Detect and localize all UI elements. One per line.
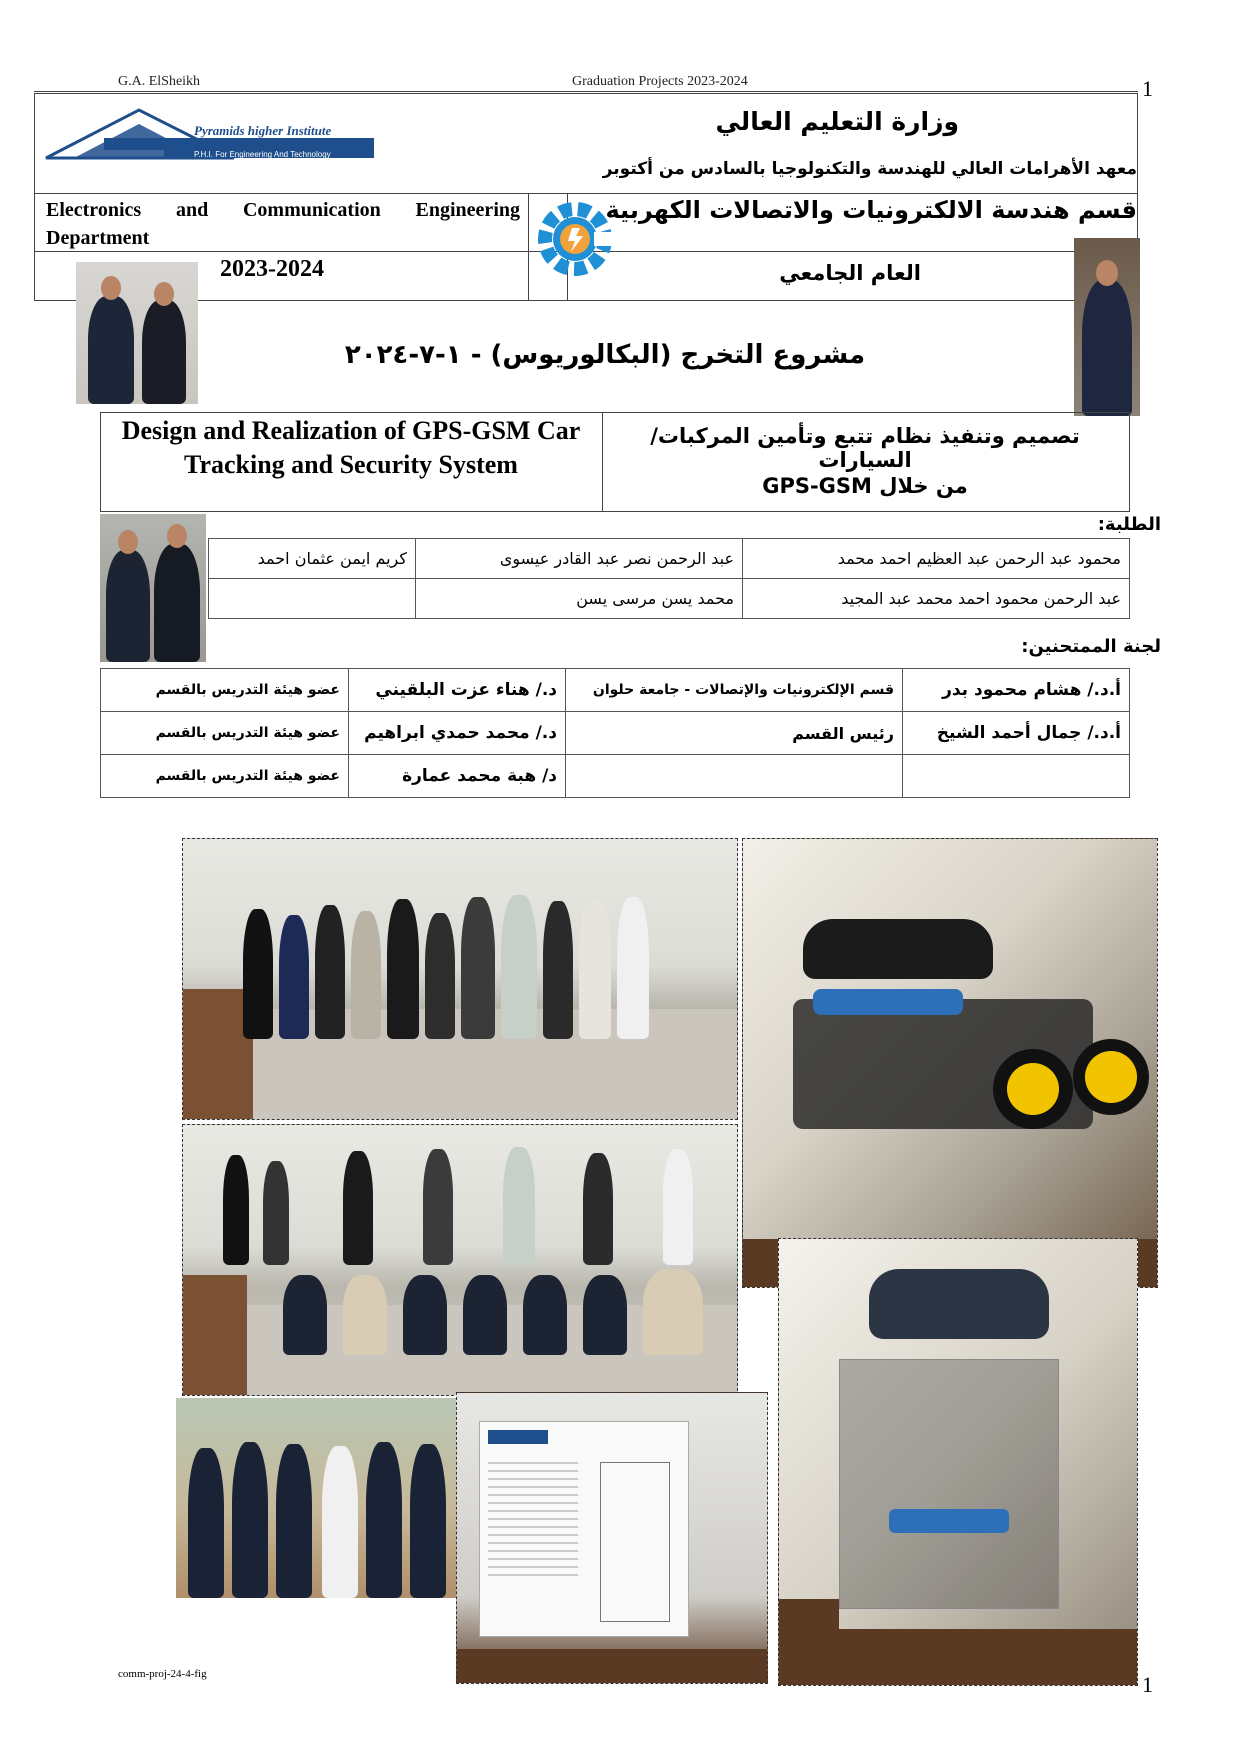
poster-circuit-diagram <box>600 1462 670 1622</box>
academic-year-value: 2023-2024 <box>220 256 324 282</box>
front-row-figures <box>283 1245 723 1355</box>
students-photo-left <box>76 262 198 404</box>
students-photo-mid <box>100 514 206 662</box>
project-poster-photo <box>456 1392 768 1684</box>
students-label: الطلبة: <box>1097 514 1161 535</box>
person-figure <box>106 550 150 662</box>
student-photo-right <box>1074 238 1140 416</box>
poster-logo <box>488 1430 548 1444</box>
logo-subtext: P.H.I. For Engineering And Technology <box>194 150 331 159</box>
logo-text: Pyramids higher Institute <box>194 123 332 138</box>
project-poster <box>479 1421 689 1637</box>
header-vdivider-1 <box>528 193 529 301</box>
team-outdoor-photo <box>176 1398 460 1598</box>
page-number-top: 1 <box>1142 76 1153 101</box>
person-head <box>154 282 174 306</box>
committee-role: عضو هيئة التدريس بالقسم <box>101 755 349 798</box>
department-name-en: Electronics and Communication Engineering Department <box>46 199 520 249</box>
team-figures <box>188 1418 448 1598</box>
committee-role: قسم الإلكترونيات والإتصالات - جامعة حلوان <box>566 669 903 712</box>
wood-base <box>779 1599 839 1686</box>
students-table <box>208 538 1130 619</box>
car-model-photo-2 <box>778 1238 1138 1686</box>
student-cell: عبد الرحمن محمود احمد محمد عبد المجيد <box>743 579 1130 619</box>
car-model-internals <box>839 1359 1059 1609</box>
committee-name: د./ محمد حمدي ابراهيم <box>349 712 566 755</box>
committee-table <box>100 668 1130 798</box>
car-model-photo-1 <box>742 838 1158 1288</box>
header-rule <box>34 91 1138 92</box>
table-row <box>101 712 1130 755</box>
table-row <box>101 755 1130 798</box>
wheel-icon <box>993 1049 1073 1129</box>
person-figure <box>1082 280 1132 416</box>
wood-base <box>839 1629 1138 1686</box>
institute-logo <box>44 104 374 160</box>
student-cell: محمد يسن مرسى يسن <box>416 579 743 619</box>
gamepad-icon <box>803 919 993 979</box>
student-cell: محمود عبد الرحمن عبد العظيم احمد محمد <box>743 539 1130 579</box>
committee-name: أ.د./ جمال أحمد الشيخ <box>903 712 1130 755</box>
wheel-icon <box>1073 1039 1149 1115</box>
table-row <box>209 539 1130 579</box>
title-box-divider <box>602 412 603 512</box>
project-title-ar-line1: تصميم وتنفيذ نظام تتبع وتأمين المركبات/ السيارات <box>650 424 1080 472</box>
committee-label: لجنة الممتحنين: <box>1021 636 1161 657</box>
committee-role <box>566 755 903 798</box>
committee-role: رئيس القسم <box>566 712 903 755</box>
project-heading: مشروع التخرج (البكالوريوس) - ١-٧-٢٠٢٤ <box>344 340 866 370</box>
page-number-bottom: 1 <box>1142 1672 1153 1697</box>
table-row <box>209 579 1130 619</box>
department-name-ar: قسم هندسة الالكترونيات والاتصالات الكهربية <box>605 196 1137 224</box>
student-cell: عبد الرحمن نصر عبد القادر عيسوى <box>416 539 743 579</box>
academic-year-label: العام الجامعي <box>779 261 921 285</box>
department-gear-logo <box>532 196 618 282</box>
group-photo-standing <box>182 838 738 1120</box>
wood-base <box>457 1649 768 1684</box>
committee-role: عضو هيئة التدريس بالقسم <box>101 669 349 712</box>
committee-name <box>903 755 1130 798</box>
podium <box>183 1275 247 1396</box>
header-divider-1 <box>34 193 1138 194</box>
battery-pack <box>813 989 963 1015</box>
running-header-author: G.A. ElSheikh <box>118 74 201 89</box>
institute-name: معهد الأهرامات العالي للهندسة والتكنولوجيا بالسادس من أكتوبر <box>602 159 1137 179</box>
person-figure <box>142 300 186 404</box>
student-cell: كريم ايمن عثمان احمد <box>209 539 416 579</box>
project-title-en: Design and Realization of GPS-GSM Car Tracking and Security System <box>121 416 581 479</box>
group-photo-seated <box>182 1124 738 1396</box>
person-figure <box>154 544 200 662</box>
person-head <box>1096 260 1118 286</box>
poster-text <box>488 1462 578 1582</box>
group-figures <box>243 879 663 1039</box>
committee-name: د/ هبة محمد عمارة <box>349 755 566 798</box>
gear-icon <box>532 196 618 282</box>
committee-name: أ.د./ هشام محمود بدر <box>903 669 1130 712</box>
table-row <box>101 669 1130 712</box>
person-figure <box>88 296 134 404</box>
committee-name: د./ هناء عزت البلقيني <box>349 669 566 712</box>
committee-role: عضو هيئة التدريس بالقسم <box>101 712 349 755</box>
person-head <box>101 276 121 300</box>
battery-pack <box>889 1509 1009 1533</box>
figure-code: comm-proj-24-4-fig <box>118 1668 207 1680</box>
person-head <box>118 530 138 554</box>
gamepad-icon <box>869 1269 1049 1339</box>
project-title-ar-line2: من خلال GPS-GSM <box>762 474 968 498</box>
running-header-title: Graduation Projects 2023-2024 <box>572 74 748 89</box>
student-cell <box>209 579 416 619</box>
person-head <box>167 524 187 548</box>
ministry-title: وزارة التعليم العالي <box>715 107 959 136</box>
